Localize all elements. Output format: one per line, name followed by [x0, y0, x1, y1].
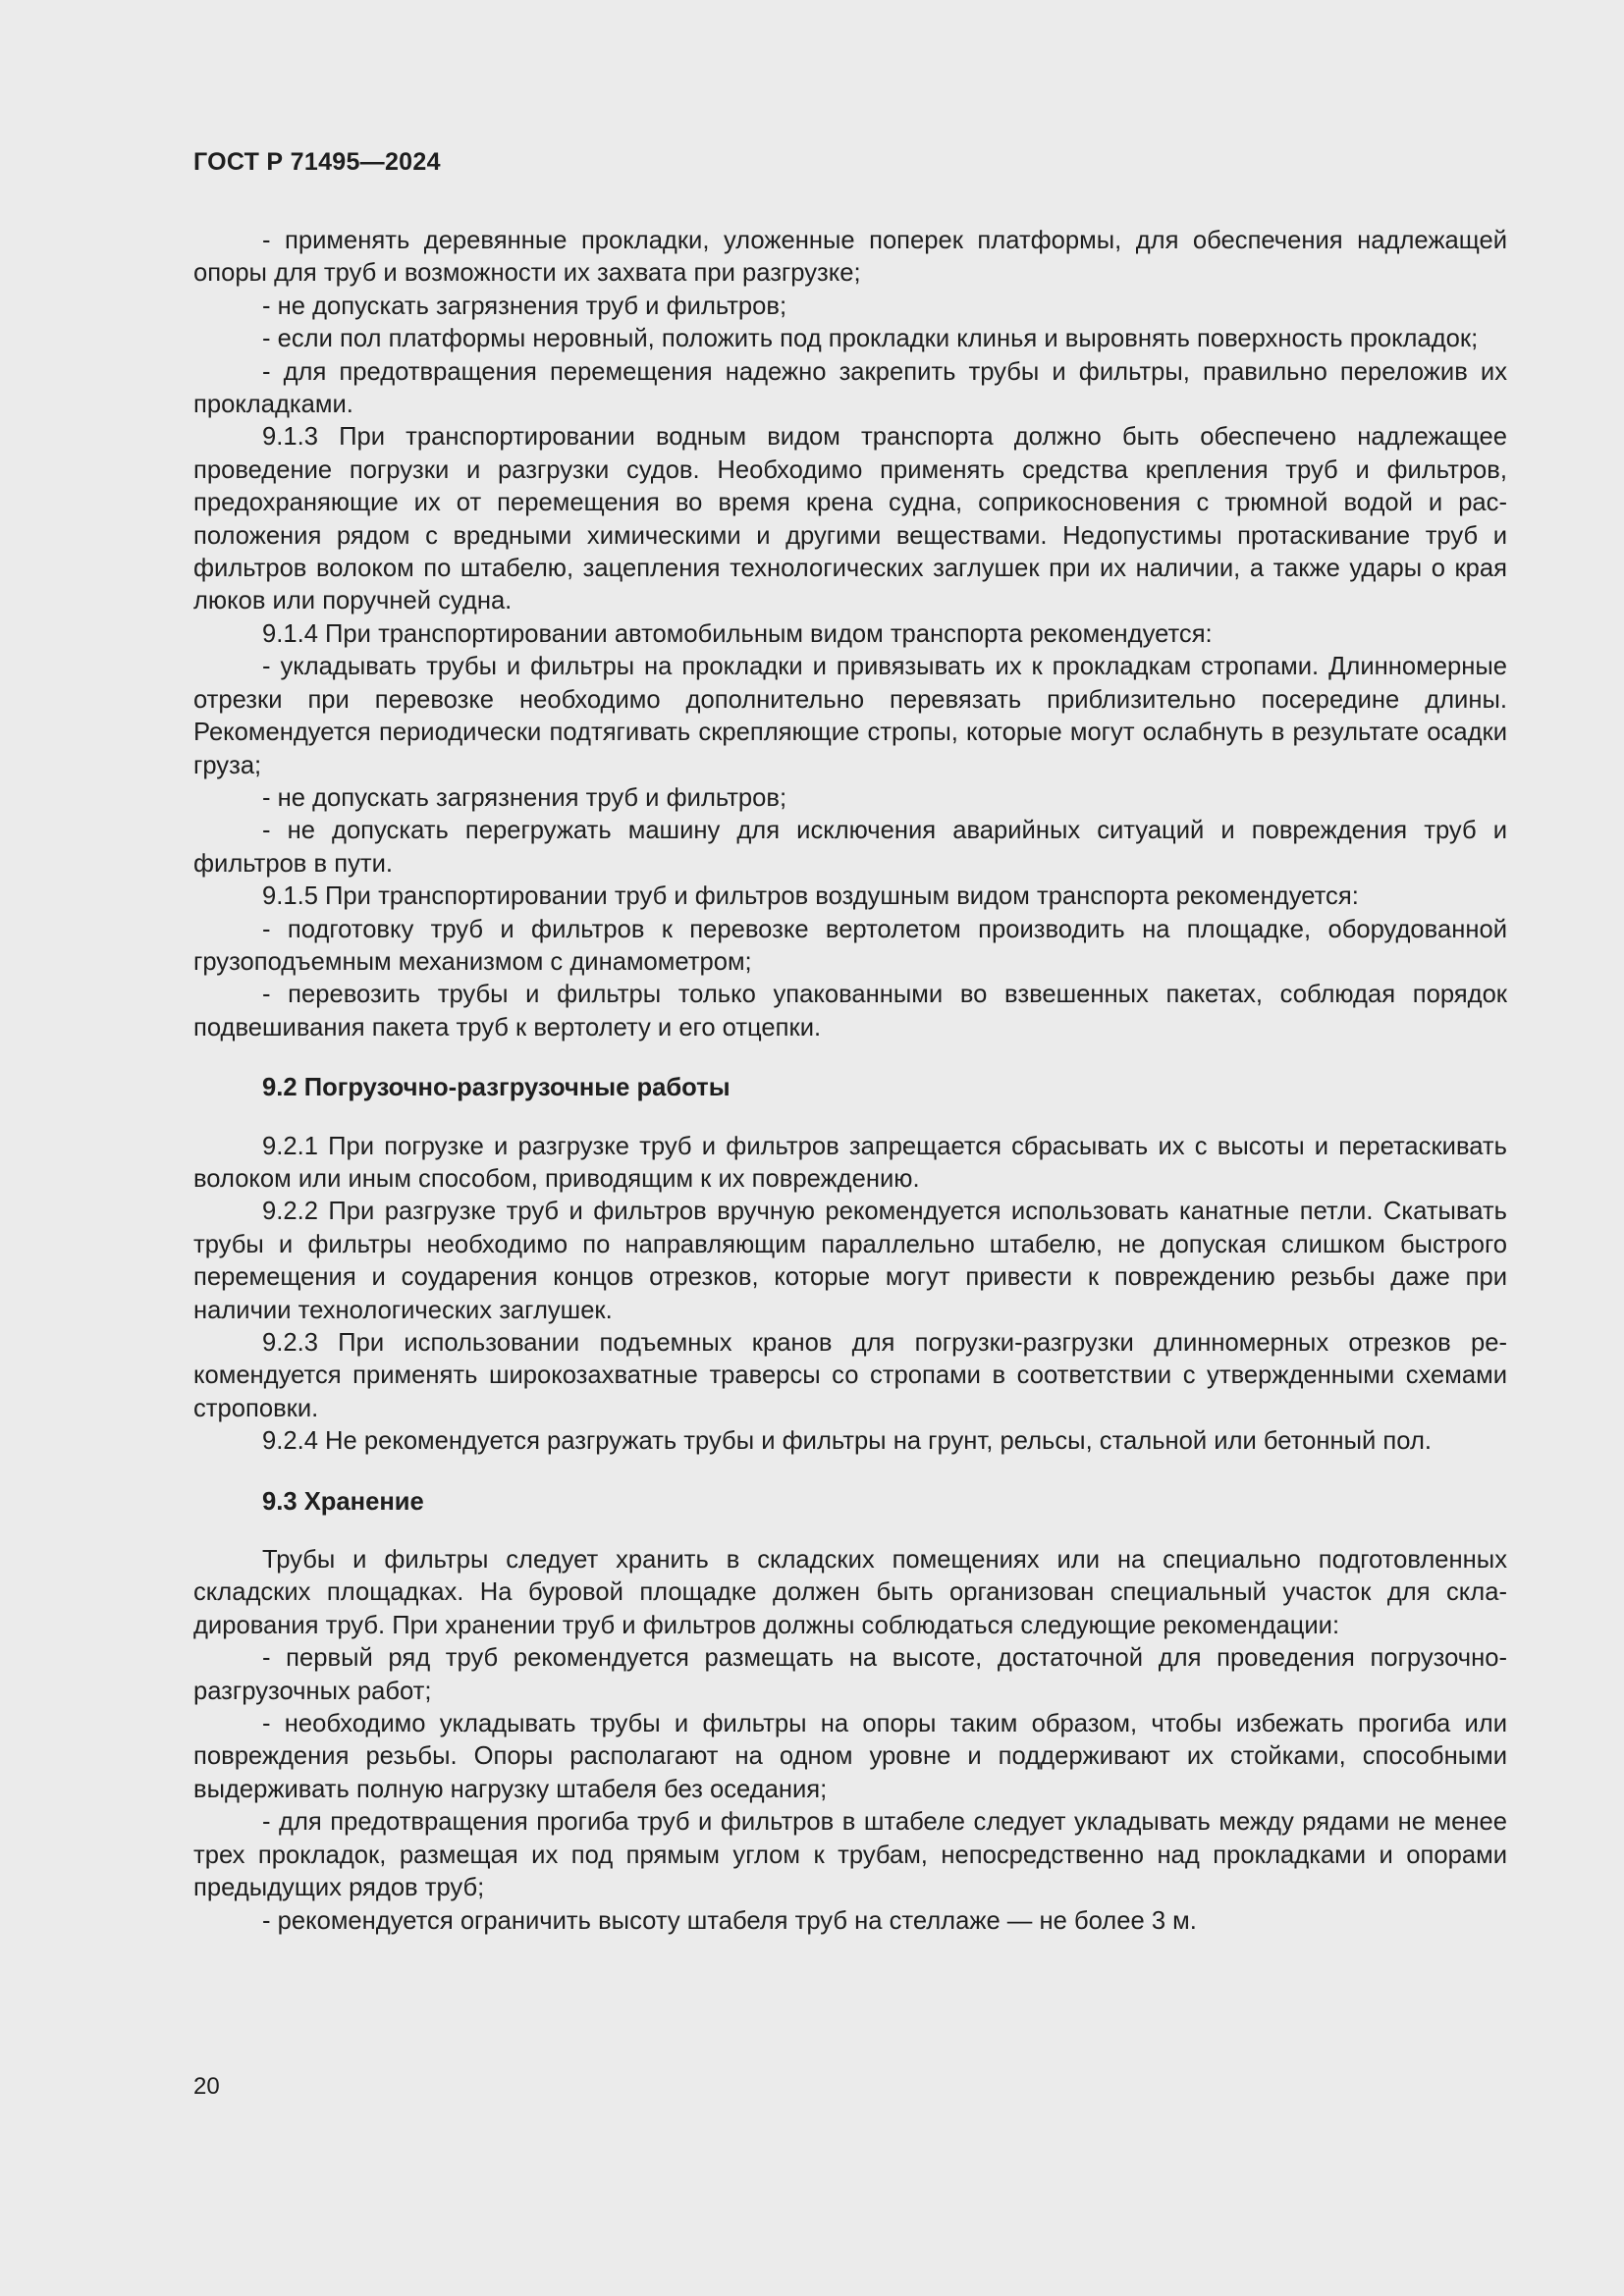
- paragraph-9-2-4: 9.2.4 Не рекомендуется разгружать трубы и фильтры на грунт, рельсы, стальной или бетонный пол.: [262, 1427, 1433, 1456]
- list-item: - для предотвращения прогиба труб и фильтров в штабеле следует укладывать между рядами не менее трех прокладок, размещая их под прямым углом к трубам, непосредственно над прокладками и опорами предыдущих рядов труб;: [193, 1808, 1507, 1902]
- paragraph-9-2-1: 9.2.1 При погрузке и разгрузке труб и фильтров запрещается сбрасывать их с высоты и перетаскивать волоком или иным способом, приводящим к их повреждению.: [193, 1132, 1507, 1193]
- paragraph-9-2-2: 9.2.2 При разгрузке труб и фильтров вручную рекомендуется использовать канатные петли. Скатывать трубы и фильтры необходимо по направляющим параллельно штабелю, не допуская слишком быстрого перемещения и соударения концов отрезков, которые могут привести к повреждению резьбы даже при наличии технологических заглушек.: [193, 1198, 1507, 1324]
- list-item: - первый ряд труб рекомендуется размещать на высоте, достаточной для проведения погрузочно-разгрузочных работ;: [193, 1644, 1507, 1705]
- page-number: 20: [193, 2073, 220, 2100]
- section-heading-9-3: 9.3 Хранение: [262, 1487, 424, 1516]
- list-item: - необходимо укладывать трубы и фильтры на опоры таким образом, чтобы избежать прогиба или повреждения резьбы. Опоры располагают на одном уровне и поддерживают их стойками, способными выдерживать полную нагрузку штабеля без оседания;: [193, 1710, 1507, 1803]
- paragraph-9-1-4: 9.1.4 При транспортировании автомобильным видом транспорта рекомендуется:: [262, 619, 1213, 648]
- list-item: - применять деревянные прокладки, уложенные поперек платформы, для обеспечения надлежащей опоры для труб и возможности их захвата при разгрузке;: [193, 227, 1507, 288]
- list-item: - рекомендуется ограничить высоту штабеля труб на стеллаже — не более 3 м.: [262, 1906, 1197, 1935]
- list-item: - перевозить трубы и фильтры только упакованными во взвешенных пакетах, соблюдая порядок подвешивания пакета труб к вертолету и его отцепки.: [193, 981, 1507, 1041]
- list-item: - для предотвращения перемещения надежно закрепить трубы и фильтры, правильно переложив их прокладками.: [193, 357, 1507, 419]
- list-item: - не допускать загрязнения труб и фильтров;: [262, 783, 787, 812]
- paragraph-9-2-3: 9.2.3 При использовании подъемных кранов для погрузки-разгрузки длинномерных отрезков рекомендуется применять широкозахватные траверсы со стропами в соответствии с утвержденными схемами строповки.: [193, 1329, 1507, 1422]
- section-heading-9-2: 9.2 Погрузочно-разгрузочные работы: [262, 1074, 731, 1102]
- paragraph-storage-intro: Трубы и фильтры следует хранить в складских помещениях или на специально подготовленных складских площадках. На буровой площадке должен быть организован специальный участок для складирования труб. При хранении труб и фильтров должны соблюдаться следующие рекомендации:: [193, 1546, 1507, 1639]
- paragraph-9-1-3: 9.1.3 При транспортировании водным видом транспорта должно быть обеспечено надлежащее проведение погрузки и разгрузки судов. Необходимо применять средства крепления труб и фильтров, предохраняющие их от перемещения во время крена судна, соприкосновения с трюмной водой и расположения рядом с вредными химическими и другими веществами. Недопустимы протаскивание труб и фильтров волоком по штабелю, зацепления технологических заглушек при их наличии, а также удары о края люков или поручней судна.: [193, 423, 1507, 615]
- list-item: - укладывать трубы и фильтры на прокладки и привязывать их к прокладкам стропами. Длинномерные отрезки при перевозке необходимо дополнительно перевязать приблизительно посередине длины. Рекомендуется периодически подтягивать скрепляющие стропы, которые могут ослабнуть в результате осадки груза;: [193, 653, 1507, 779]
- document-code: ГОСТ Р 71495—2024: [193, 148, 441, 176]
- list-item: - если пол платформы неровный, положить под прокладки клинья и выровнять поверхность прокладок;: [262, 325, 1479, 353]
- list-item: - не допускать загрязнения труб и фильтров;: [262, 292, 787, 320]
- document-body: [193, 225, 1507, 1938]
- list-item: - подготовку труб и фильтров к перевозке вертолетом производить на площадке, оборудованной грузоподъемным механизмом с динамометром;: [193, 915, 1507, 976]
- paragraph-9-1-5: 9.1.5 При транспортировании труб и фильтров воздушным видом транспорта рекомендуется:: [262, 882, 1359, 911]
- list-item: - не допускать перегружать машину для исключения аварийных ситуаций и повреждения труб и фильтров в пути.: [193, 817, 1507, 878]
